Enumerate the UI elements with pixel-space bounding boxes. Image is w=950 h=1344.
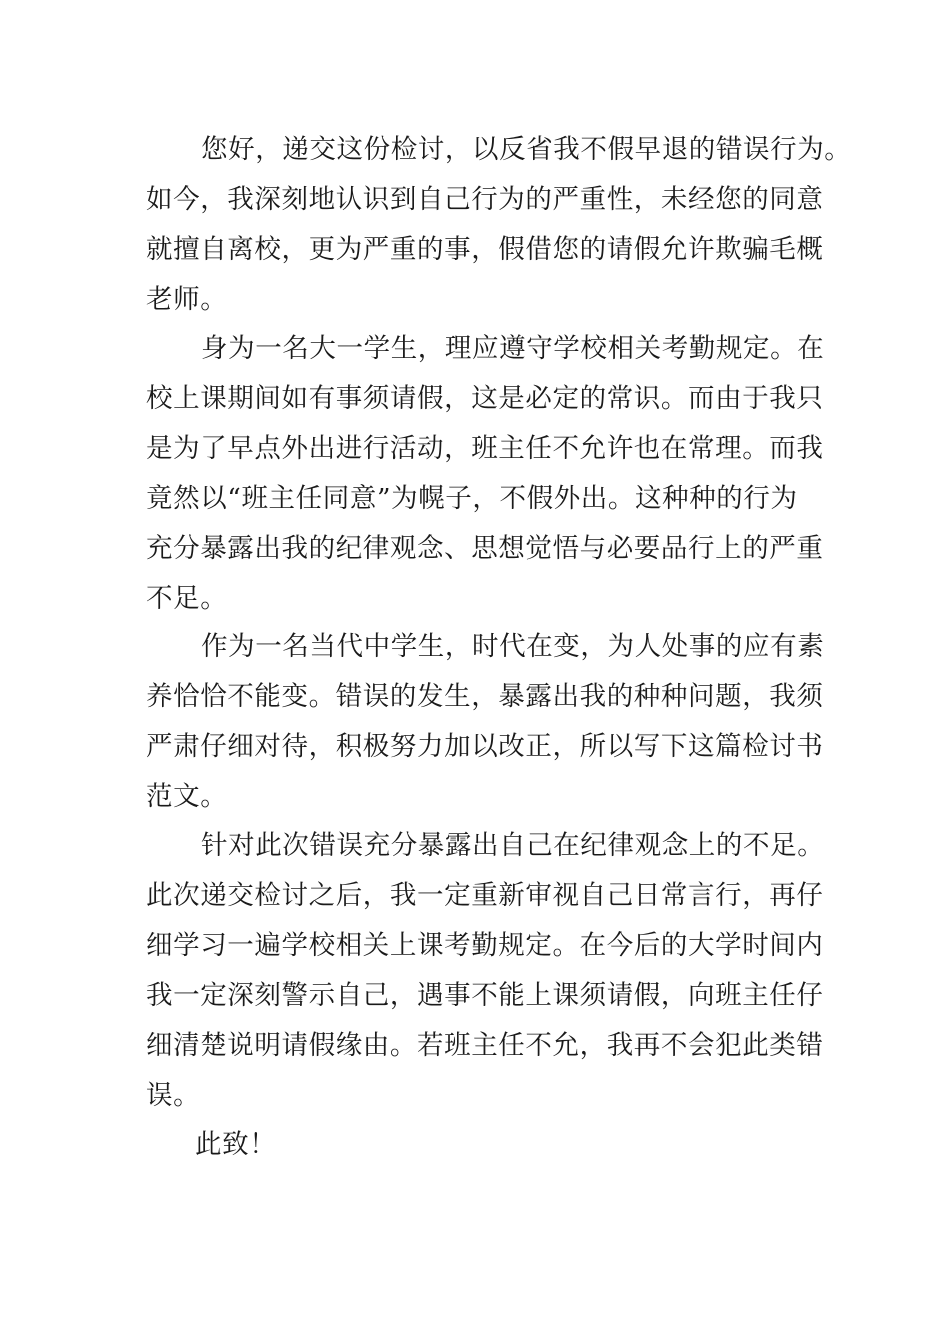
paragraph-line: 校上课期间如有事须请假，这是必定的常识。而由于我只 [146,383,824,414]
paragraph-line: 细学习一遍学校相关上课考勤规定。在今后的大学时间内 [146,930,824,961]
paragraph-line: 作为一名当代中学生，时代在变，为人处事的应有素 [201,631,825,662]
paragraph-3 [146,622,826,822]
paragraph-line: 我一定深刻警示自己，遇事不能上课须请假，向班主任仔 [146,980,824,1011]
paragraph-line: 严肃仔细对待，积极努力加以改正，所以写下这篇检讨书 [146,731,824,762]
paragraph-line: 您好，递交这份检讨，以反省我不假早退的错误行为。 [201,134,852,165]
paragraph-line: 身为一名大一学生，理应遵守学校相关考勤规定。在 [201,333,825,364]
paragraph-line: 不足。 [146,583,228,614]
paragraph-line: 老师。 [146,284,228,315]
paragraph-line: 此次递交检讨之后，我一定重新审视自己日常言行，再仔 [146,880,824,911]
paragraph-line: 就擅自离校，更为严重的事，假借您的请假允许欺骗毛概 [146,234,824,265]
paragraph-line: 范文。 [146,781,228,812]
paragraph-line: 细清楚说明请假缘由。若班主任不允，我再不会犯此类错 [146,1030,824,1061]
closing-salutation: 此致！ [195,1129,277,1160]
paragraph-4 [146,821,826,1121]
paragraph-line: 养恰恰不能变。错误的发生，暴露出我的种种问题，我须 [146,681,824,712]
paragraph-line: 如今，我深刻地认识到自己行为的严重性，未经您的同意 [146,184,824,215]
paragraph-line: 充分暴露出我的纪律观念、思想觉悟与必要品行上的严重 [146,533,824,564]
paragraph-line: 是为了早点外出进行活动，班主任不允许也在常理。而我 [146,433,824,464]
paragraph-2 [146,324,826,624]
paragraph-line: 针对此次错误充分暴露出自己在纪律观念上的不足。 [201,830,825,861]
paragraph-1 [146,125,852,325]
paragraph-line: 误。 [146,1080,201,1111]
paragraph-line: 竟然以“班主任同意”为幌子，不假外出。这种种的行为 [146,483,798,514]
